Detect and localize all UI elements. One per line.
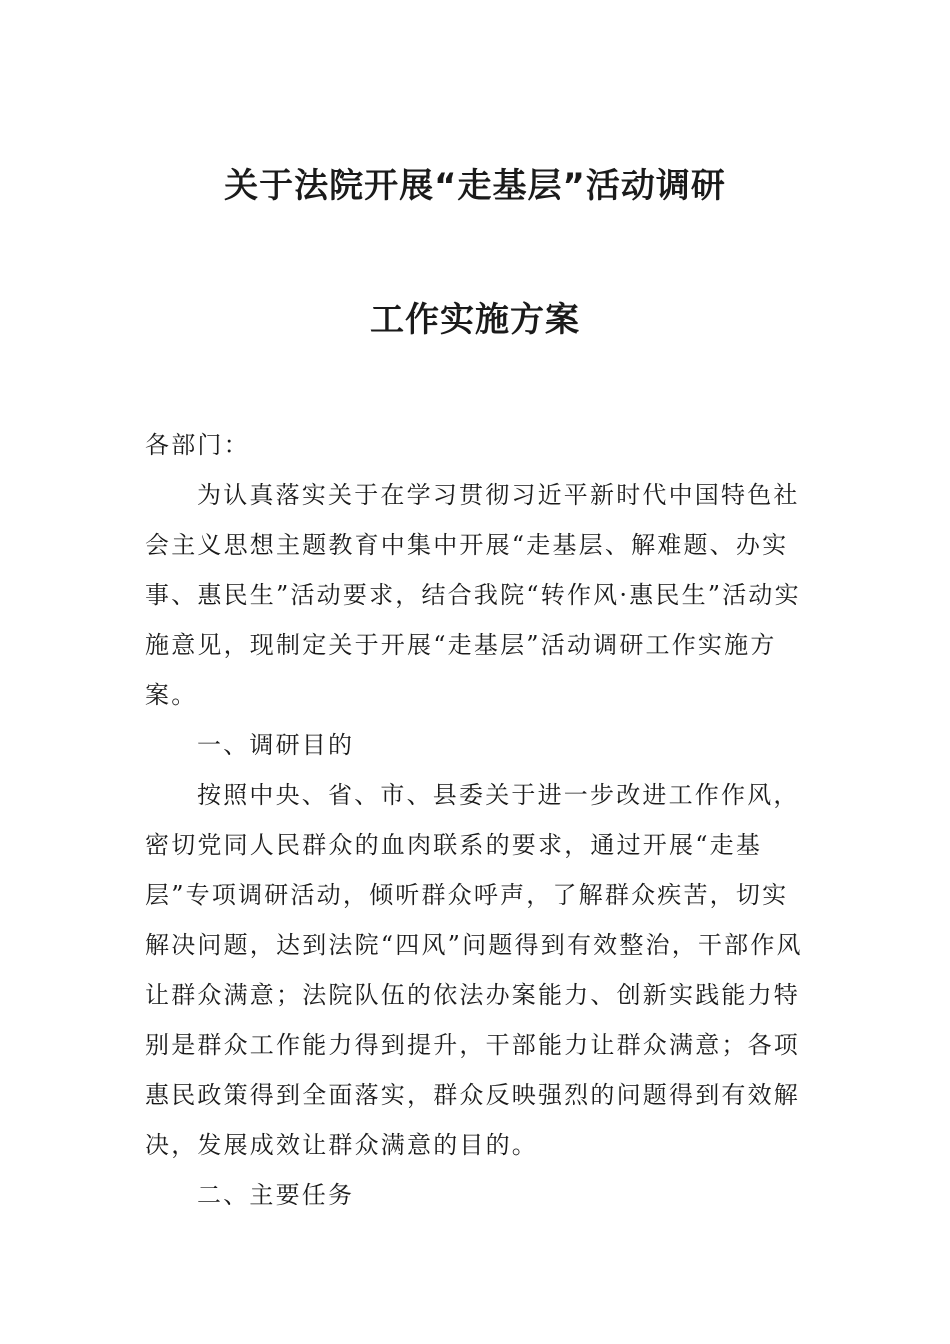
- section-heading-tasks: 二、主要任务: [197, 1181, 355, 1209]
- document-title-line2: 工作实施方案: [370, 300, 580, 340]
- intro-paragraph: 为认真落实关于在学习贯彻习近平新时代中国特色社会主义思想主题教育中集中开展“走基层、解难题、办实事、惠民生”活动要求，结合我院“转作风·惠民生”活动实施意见，现制定关于开展“走基层”活动调研工作实施方案。: [145, 481, 801, 709]
- section-paragraph-purpose: 按照中央、省、市、县委关于进一步改进工作作风，密切党同人民群众的血肉联系的要求，通过开展“走基层”专项调研活动，倾听群众呼声，了解群众疾苦，切实解决问题，达到法院“四风”问题得到有效整治，干部作风让群众满意；法院队伍的依法办案能力、创新实践能力特别是群众工作能力得到提升，干部能力让群众满意；各项惠民政策得到全面落实，群众反映强烈的问题得到有效解决，发展成效让群众满意的目的。: [145, 781, 803, 1159]
- document-title-line1: 关于法院开展“走基层”活动调研: [224, 166, 726, 206]
- section-heading-purpose: 一、调研目的: [197, 731, 355, 759]
- salutation: 各部门：: [145, 431, 250, 459]
